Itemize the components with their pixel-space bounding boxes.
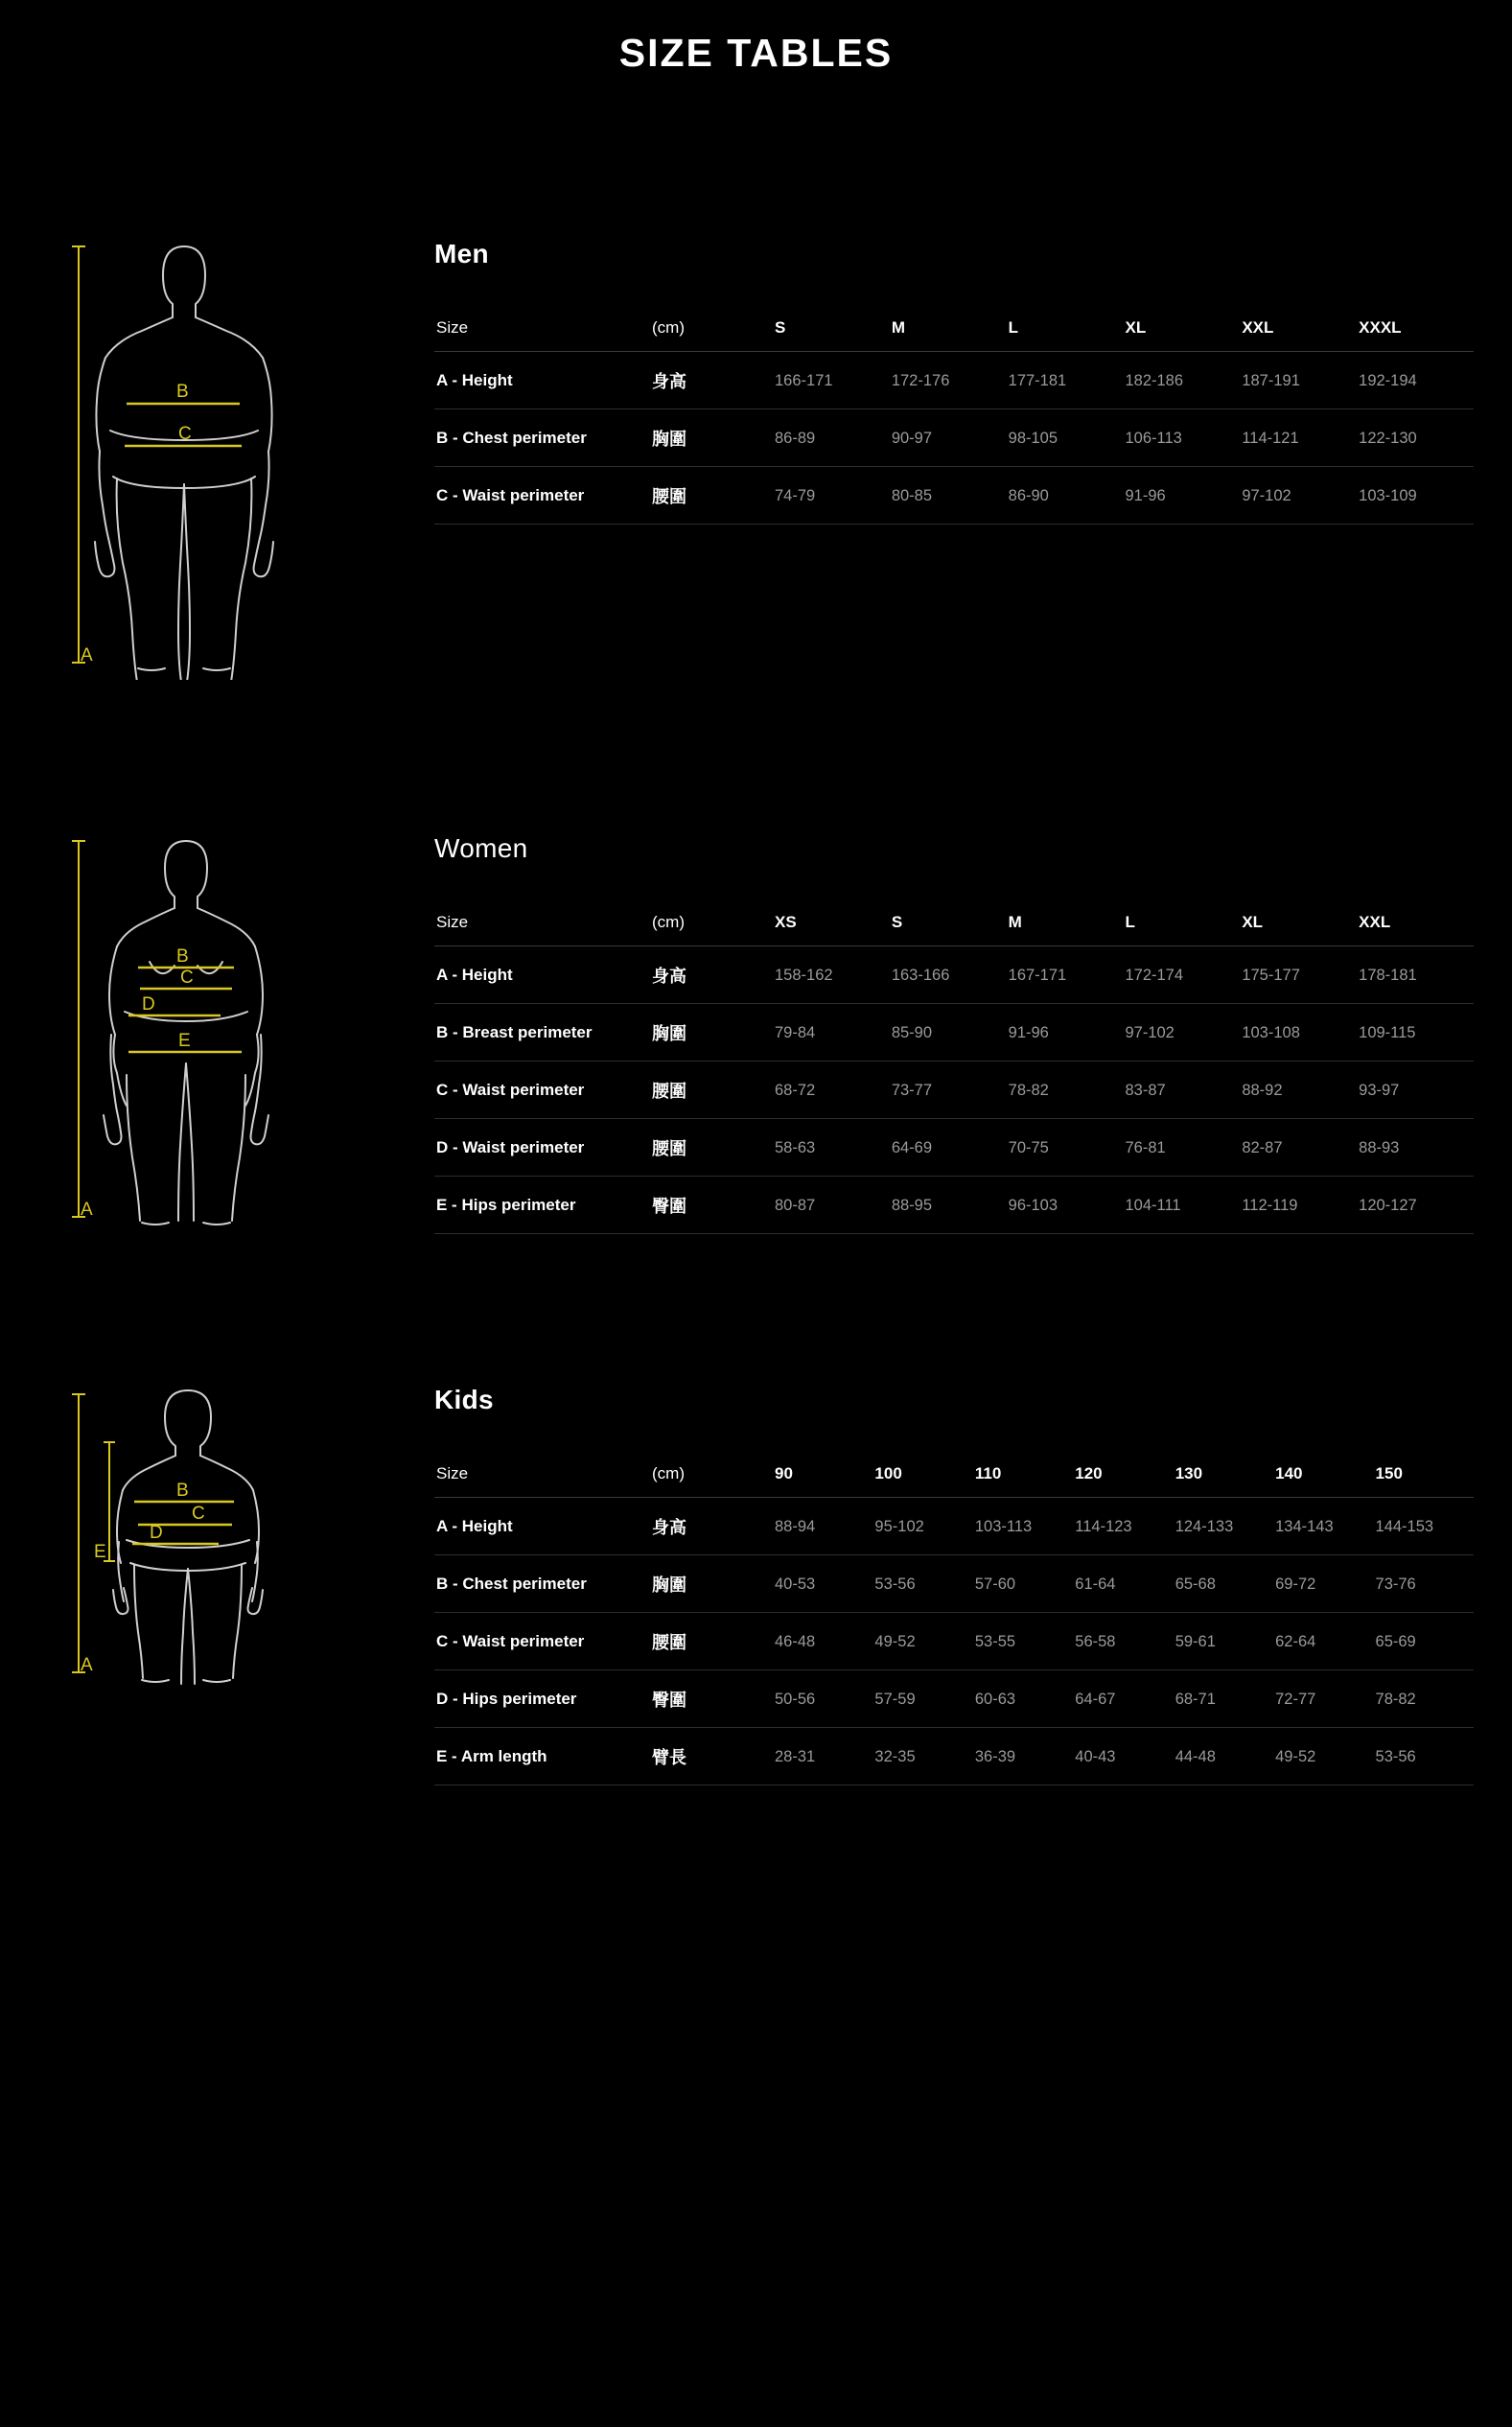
table-row bbox=[434, 409, 1474, 467]
section-women bbox=[0, 680, 1512, 1236]
th-unit: (cm) bbox=[650, 302, 773, 352]
cell-value: 44-48 bbox=[1174, 1728, 1273, 1785]
table-row bbox=[434, 946, 1474, 1004]
table-row bbox=[434, 1555, 1474, 1613]
cell-value: 98-105 bbox=[1007, 409, 1124, 467]
cell-value: 69-72 bbox=[1273, 1555, 1373, 1613]
row-label-cn: 臂長 bbox=[650, 1728, 773, 1785]
cell-value: 79-84 bbox=[773, 1004, 890, 1062]
cell-value: 62-64 bbox=[1273, 1613, 1373, 1670]
cell-value: 88-93 bbox=[1357, 1119, 1474, 1177]
cell-value: 36-39 bbox=[973, 1728, 1073, 1785]
table-row bbox=[434, 1062, 1474, 1119]
cell-value: 144-153 bbox=[1374, 1498, 1474, 1555]
figure-women bbox=[58, 833, 427, 1236]
cell-value: 76-81 bbox=[1123, 1119, 1240, 1177]
table-col-kids bbox=[427, 1385, 1474, 1785]
section-men bbox=[0, 85, 1512, 680]
cell-value: 58-63 bbox=[773, 1119, 890, 1177]
cell-value: 182-186 bbox=[1123, 352, 1240, 409]
th-100: 100 bbox=[872, 1448, 972, 1498]
cell-value: 85-90 bbox=[890, 1004, 1007, 1062]
mark-label-b: B bbox=[176, 1481, 189, 1501]
cell-value: 103-108 bbox=[1240, 1004, 1357, 1062]
table-row bbox=[434, 1670, 1474, 1728]
row-label: D - Hips perimeter bbox=[434, 1670, 650, 1728]
cell-value: 57-59 bbox=[872, 1670, 972, 1728]
cell-value: 50-56 bbox=[773, 1670, 872, 1728]
cell-value: 90-97 bbox=[890, 409, 1007, 467]
cell-value: 49-52 bbox=[1273, 1728, 1373, 1785]
row-label: C - Waist perimeter bbox=[434, 1613, 650, 1670]
section-title-kids: Kids bbox=[434, 1385, 494, 1414]
cell-value: 83-87 bbox=[1123, 1062, 1240, 1119]
cell-value: 166-171 bbox=[773, 352, 890, 409]
table-header-row bbox=[434, 302, 1474, 352]
cell-value: 68-72 bbox=[773, 1062, 890, 1119]
cell-value: 68-71 bbox=[1174, 1670, 1273, 1728]
row-label: E - Hips perimeter bbox=[434, 1177, 650, 1234]
cell-value: 73-76 bbox=[1374, 1555, 1474, 1613]
th-unit: (cm) bbox=[650, 1448, 773, 1498]
cell-value: 96-103 bbox=[1007, 1177, 1124, 1234]
th-unit: (cm) bbox=[650, 897, 773, 946]
male-body-diagram bbox=[58, 239, 403, 680]
cell-value: 60-63 bbox=[973, 1670, 1073, 1728]
th-l: L bbox=[1007, 302, 1124, 352]
mark-label-b: B bbox=[176, 382, 189, 402]
mark-label-c: C bbox=[192, 1504, 205, 1524]
cell-value: 112-119 bbox=[1240, 1177, 1357, 1234]
cell-value: 103-113 bbox=[973, 1498, 1073, 1555]
page-title: SIZE TABLES bbox=[618, 31, 894, 75]
row-label: A - Height bbox=[434, 946, 650, 1004]
cell-value: 103-109 bbox=[1357, 467, 1474, 525]
figure-men bbox=[58, 239, 427, 680]
th-s: S bbox=[773, 302, 890, 352]
cell-value: 93-97 bbox=[1357, 1062, 1474, 1119]
cell-value: 78-82 bbox=[1374, 1670, 1474, 1728]
table-row bbox=[434, 1498, 1474, 1555]
row-label-cn: 腰圍 bbox=[650, 1119, 773, 1177]
cell-value: 40-53 bbox=[773, 1555, 872, 1613]
mark-label-a: A bbox=[81, 1200, 93, 1220]
cell-value: 46-48 bbox=[773, 1613, 872, 1670]
cell-value: 53-56 bbox=[872, 1555, 972, 1613]
cell-value: 64-67 bbox=[1073, 1670, 1173, 1728]
cell-value: 88-94 bbox=[773, 1498, 872, 1555]
cell-value: 70-75 bbox=[1007, 1119, 1124, 1177]
mark-label-a: A bbox=[81, 1655, 93, 1675]
cell-value: 88-95 bbox=[890, 1177, 1007, 1234]
row-label: E - Arm length bbox=[434, 1728, 650, 1785]
row-label-cn: 身高 bbox=[650, 1498, 773, 1555]
mark-label-c: C bbox=[178, 424, 192, 444]
cell-value: 122-130 bbox=[1357, 409, 1474, 467]
cell-value: 91-96 bbox=[1007, 1004, 1124, 1062]
cell-value: 106-113 bbox=[1123, 409, 1240, 467]
cell-value: 120-127 bbox=[1357, 1177, 1474, 1234]
mark-label-a: A bbox=[81, 645, 93, 665]
th-xs: XS bbox=[773, 897, 890, 946]
th-xl: XL bbox=[1123, 302, 1240, 352]
row-label: A - Height bbox=[434, 352, 650, 409]
section-title-men: Men bbox=[434, 239, 489, 268]
cell-value: 88-92 bbox=[1240, 1062, 1357, 1119]
cell-value: 86-89 bbox=[773, 409, 890, 467]
row-label: D - Waist perimeter bbox=[434, 1119, 650, 1177]
mark-label-e: E bbox=[94, 1542, 106, 1562]
size-table-women bbox=[434, 897, 1474, 1234]
row-label: B - Chest perimeter bbox=[434, 409, 650, 467]
cell-value: 74-79 bbox=[773, 467, 890, 525]
th-120: 120 bbox=[1073, 1448, 1173, 1498]
cell-value: 82-87 bbox=[1240, 1119, 1357, 1177]
female-body-diagram bbox=[58, 833, 403, 1236]
th-s: S bbox=[890, 897, 1007, 946]
row-label-cn: 胸圍 bbox=[650, 1555, 773, 1613]
cell-value: 167-171 bbox=[1007, 946, 1124, 1004]
cell-value: 91-96 bbox=[1123, 467, 1240, 525]
mark-label-c: C bbox=[180, 968, 194, 988]
th-xxxl: XXXL bbox=[1357, 302, 1474, 352]
cell-value: 187-191 bbox=[1240, 352, 1357, 409]
cell-value: 78-82 bbox=[1007, 1062, 1124, 1119]
cell-value: 114-121 bbox=[1240, 409, 1357, 467]
table-header-row bbox=[434, 1448, 1474, 1498]
cell-value: 80-87 bbox=[773, 1177, 890, 1234]
cell-value: 53-56 bbox=[1374, 1728, 1474, 1785]
row-label: C - Waist perimeter bbox=[434, 1062, 650, 1119]
cell-value: 172-176 bbox=[890, 352, 1007, 409]
th-150: 150 bbox=[1374, 1448, 1474, 1498]
table-col-women bbox=[427, 833, 1474, 1234]
row-label-cn: 腰圍 bbox=[650, 1613, 773, 1670]
mark-label-e: E bbox=[178, 1031, 191, 1051]
th-xxl: XXL bbox=[1357, 897, 1474, 946]
th-130: 130 bbox=[1174, 1448, 1273, 1498]
cell-value: 61-64 bbox=[1073, 1555, 1173, 1613]
cell-value: 172-174 bbox=[1123, 946, 1240, 1004]
cell-value: 134-143 bbox=[1273, 1498, 1373, 1555]
th-size: Size bbox=[434, 897, 650, 946]
mark-label-b: B bbox=[176, 946, 189, 967]
th-m: M bbox=[1007, 897, 1124, 946]
cell-value: 177-181 bbox=[1007, 352, 1124, 409]
th-140: 140 bbox=[1273, 1448, 1373, 1498]
row-label-cn: 腰圍 bbox=[650, 1062, 773, 1119]
cell-value: 97-102 bbox=[1123, 1004, 1240, 1062]
table-row bbox=[434, 1119, 1474, 1177]
th-xl: XL bbox=[1240, 897, 1357, 946]
cell-value: 97-102 bbox=[1240, 467, 1357, 525]
row-label-cn: 胸圍 bbox=[650, 409, 773, 467]
cell-value: 95-102 bbox=[872, 1498, 972, 1555]
cell-value: 175-177 bbox=[1240, 946, 1357, 1004]
row-label-cn: 胸圍 bbox=[650, 1004, 773, 1062]
table-col-men bbox=[427, 239, 1474, 525]
row-label-cn: 臀圍 bbox=[650, 1670, 773, 1728]
th-size: Size bbox=[434, 302, 650, 352]
cell-value: 104-111 bbox=[1123, 1177, 1240, 1234]
cell-value: 56-58 bbox=[1073, 1613, 1173, 1670]
cell-value: 40-43 bbox=[1073, 1728, 1173, 1785]
table-row bbox=[434, 467, 1474, 525]
row-label-cn: 臀圍 bbox=[650, 1177, 773, 1234]
cell-value: 65-69 bbox=[1374, 1613, 1474, 1670]
row-label: C - Waist perimeter bbox=[434, 467, 650, 525]
cell-value: 158-162 bbox=[773, 946, 890, 1004]
cell-value: 163-166 bbox=[890, 946, 1007, 1004]
table-header-row bbox=[434, 897, 1474, 946]
mark-label-d: D bbox=[142, 994, 155, 1015]
cell-value: 65-68 bbox=[1174, 1555, 1273, 1613]
row-label-cn: 腰圍 bbox=[650, 467, 773, 525]
row-label: A - Height bbox=[434, 1498, 650, 1555]
cell-value: 73-77 bbox=[890, 1062, 1007, 1119]
table-row bbox=[434, 352, 1474, 409]
cell-value: 28-31 bbox=[773, 1728, 872, 1785]
table-row bbox=[434, 1177, 1474, 1234]
section-kids bbox=[0, 1236, 1512, 1785]
cell-value: 124-133 bbox=[1174, 1498, 1273, 1555]
th-size: Size bbox=[434, 1448, 650, 1498]
th-xxl: XXL bbox=[1240, 302, 1357, 352]
th-90: 90 bbox=[773, 1448, 872, 1498]
cell-value: 178-181 bbox=[1357, 946, 1474, 1004]
kid-body-diagram bbox=[58, 1385, 403, 1692]
th-m: M bbox=[890, 302, 1007, 352]
cell-value: 59-61 bbox=[1174, 1613, 1273, 1670]
cell-value: 114-123 bbox=[1073, 1498, 1173, 1555]
cell-value: 53-55 bbox=[973, 1613, 1073, 1670]
cell-value: 72-77 bbox=[1273, 1670, 1373, 1728]
cell-value: 57-60 bbox=[973, 1555, 1073, 1613]
table-row bbox=[434, 1004, 1474, 1062]
row-label-cn: 身高 bbox=[650, 946, 773, 1004]
cell-value: 64-69 bbox=[890, 1119, 1007, 1177]
cell-value: 86-90 bbox=[1007, 467, 1124, 525]
cell-value: 192-194 bbox=[1357, 352, 1474, 409]
figure-kids bbox=[58, 1385, 427, 1692]
cell-value: 32-35 bbox=[872, 1728, 972, 1785]
table-row bbox=[434, 1728, 1474, 1785]
mark-label-d: D bbox=[150, 1523, 163, 1543]
cell-value: 49-52 bbox=[872, 1613, 972, 1670]
cell-value: 109-115 bbox=[1357, 1004, 1474, 1062]
size-table-men bbox=[434, 302, 1474, 525]
row-label: B - Chest perimeter bbox=[434, 1555, 650, 1613]
table-row bbox=[434, 1613, 1474, 1670]
size-table-kids bbox=[434, 1448, 1474, 1785]
section-title-women: Women bbox=[434, 833, 528, 863]
th-110: 110 bbox=[973, 1448, 1073, 1498]
cell-value: 80-85 bbox=[890, 467, 1007, 525]
row-label: B - Breast perimeter bbox=[434, 1004, 650, 1062]
row-label-cn: 身高 bbox=[650, 352, 773, 409]
th-l: L bbox=[1123, 897, 1240, 946]
